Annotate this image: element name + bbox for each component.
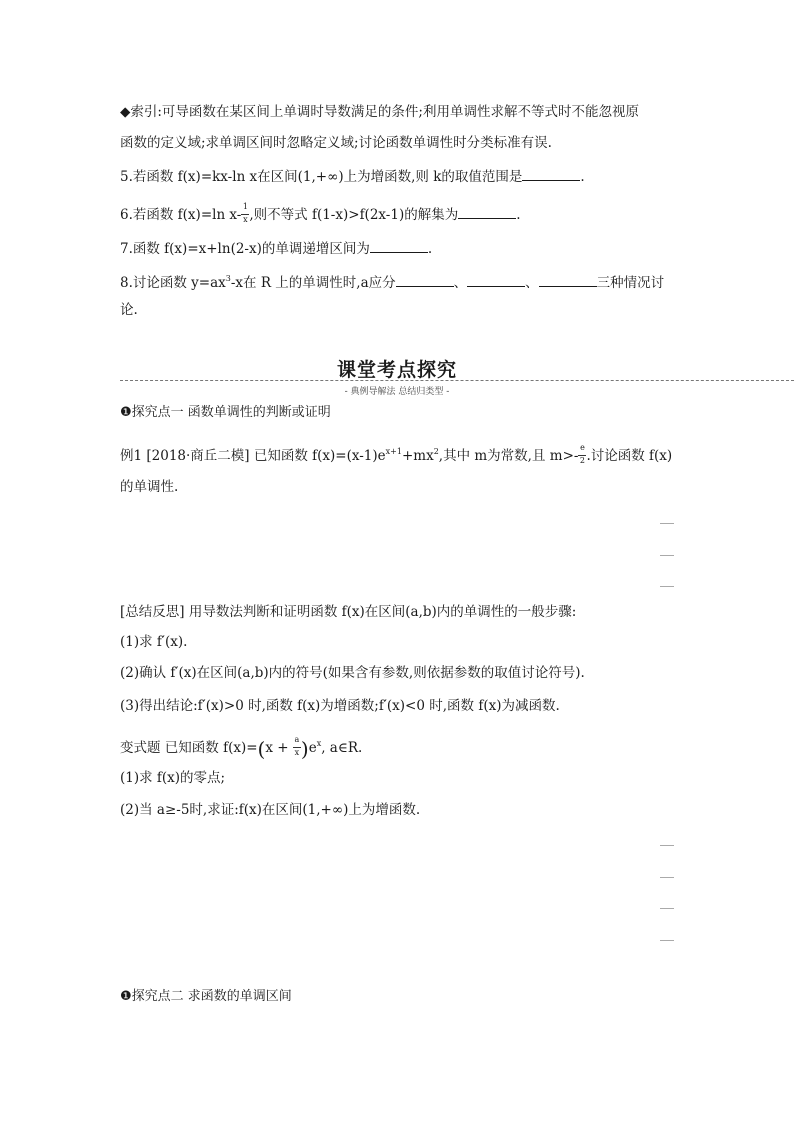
fraction: $\frac{e}{2}$ (579, 442, 585, 465)
separator: 、 (453, 275, 468, 291)
answer-line (660, 940, 674, 941)
q7-text: 7.函数 f(x)=x+ln(2-x)的单调递增区间为 (120, 241, 370, 257)
exponent: 2 (433, 447, 439, 456)
answer-blank[interactable] (396, 272, 454, 287)
example-1 (120, 443, 672, 466)
q8-line2: 论. (120, 302, 138, 318)
explore-point-1: ❶探究点一 函数单调性的判断或证明 (120, 405, 331, 420)
q6-end: . (516, 207, 521, 223)
fraction: $\frac{a}{x}$ (294, 734, 300, 757)
exponent: 3 (225, 274, 231, 283)
q6-mid: ,则不等式 f(1-x)>f(2x-1)的解集为 (249, 207, 459, 223)
summary-line3: (2)确认 f′(x)在区间(a,b)内的符号(如果含有参数,则依据参数的取值讨论符号). (120, 665, 585, 681)
variant-text: 变式题 已知函数 f(x)= (120, 740, 258, 756)
example1-mid2: ,其中 m为常数,且 m>- (438, 448, 579, 464)
exponent: x (316, 739, 322, 748)
answer-line (660, 586, 674, 587)
question-5 (120, 166, 585, 186)
example1-end: .讨论函数 f(x) (586, 448, 673, 464)
q8-mid: -x在 R 上的单调性时,a应分 (230, 275, 396, 291)
variant-problem (120, 735, 362, 759)
variant-inner: x + (265, 740, 293, 756)
q6-text: 6.若函数 f(x)=ln x- (120, 207, 242, 223)
answer-line (660, 908, 674, 909)
separator: 、 (525, 275, 539, 291)
answer-blank[interactable] (458, 204, 516, 219)
q7-end: . (427, 241, 433, 257)
q5-text: 5.若函数 f(x)=kx-ln x在区间(1,+∞)上为增函数,则 k的取值范围是 (120, 169, 523, 185)
section-divider (120, 380, 794, 381)
answer-line (660, 877, 674, 878)
variant-end: , a∈R. (321, 740, 363, 756)
q5-end: . (580, 169, 585, 185)
explore-point-2: ❶探究点二 求函数的单调区间 (120, 989, 292, 1004)
answer-line (660, 845, 674, 846)
answer-line (660, 523, 674, 524)
paren: ( (257, 736, 266, 761)
variant-part1: (1)求 f(x)的零点; (120, 770, 226, 786)
q8-end: 三种情况讨 (596, 275, 665, 291)
answer-blank[interactable] (467, 272, 525, 287)
question-8 (120, 270, 664, 292)
answer-blank[interactable] (539, 272, 597, 287)
answer-blank[interactable] (370, 238, 428, 253)
summary-line4: (3)得出结论:f′(x)>0 时,函数 f(x)为增函数;f′(x)<0 时,函数 f(x)为减函数. (120, 698, 560, 714)
summary-line1: [总结反思] 用导数法判断和证明函数 f(x)在区间(a,b)内的单调性的一般步骤: (120, 604, 577, 620)
variant-part2: (2)当 a≥-5时,求证:f(x)在区间(1,+∞)上为增函数. (120, 802, 421, 818)
exponent: x+1 (385, 447, 402, 456)
variant-e: e (308, 740, 317, 756)
index-note-line1: ◆索引:可导函数在某区间上单调时导数满足的条件;利用单调性求解不等式时不能忽视原 (120, 104, 639, 120)
paren: ) (300, 736, 309, 761)
fraction: $\frac{1}{x}$ (242, 201, 248, 224)
q8-text: 8.讨论函数 y=ax (120, 275, 226, 291)
answer-blank[interactable] (522, 166, 580, 181)
example1-text: 例1 [2018·商丘二模] 已知函数 f(x)=(x-1)e (120, 448, 386, 464)
section-title: 课堂考点探究 (336, 359, 457, 381)
section-subtitle: - 典例导解法 总结归类型 - (344, 387, 450, 397)
example1-line2: 的单调性. (120, 479, 179, 495)
index-note-line2: 函数的定义域;求单调区间时忽略定义域;讨论函数单调性时分类标准有误. (120, 135, 552, 151)
question-7 (120, 238, 432, 258)
example1-mid: +mx (401, 448, 434, 464)
question-6 (120, 201, 521, 225)
summary-line2: (1)求 f′(x). (120, 634, 188, 650)
answer-line (660, 555, 674, 556)
